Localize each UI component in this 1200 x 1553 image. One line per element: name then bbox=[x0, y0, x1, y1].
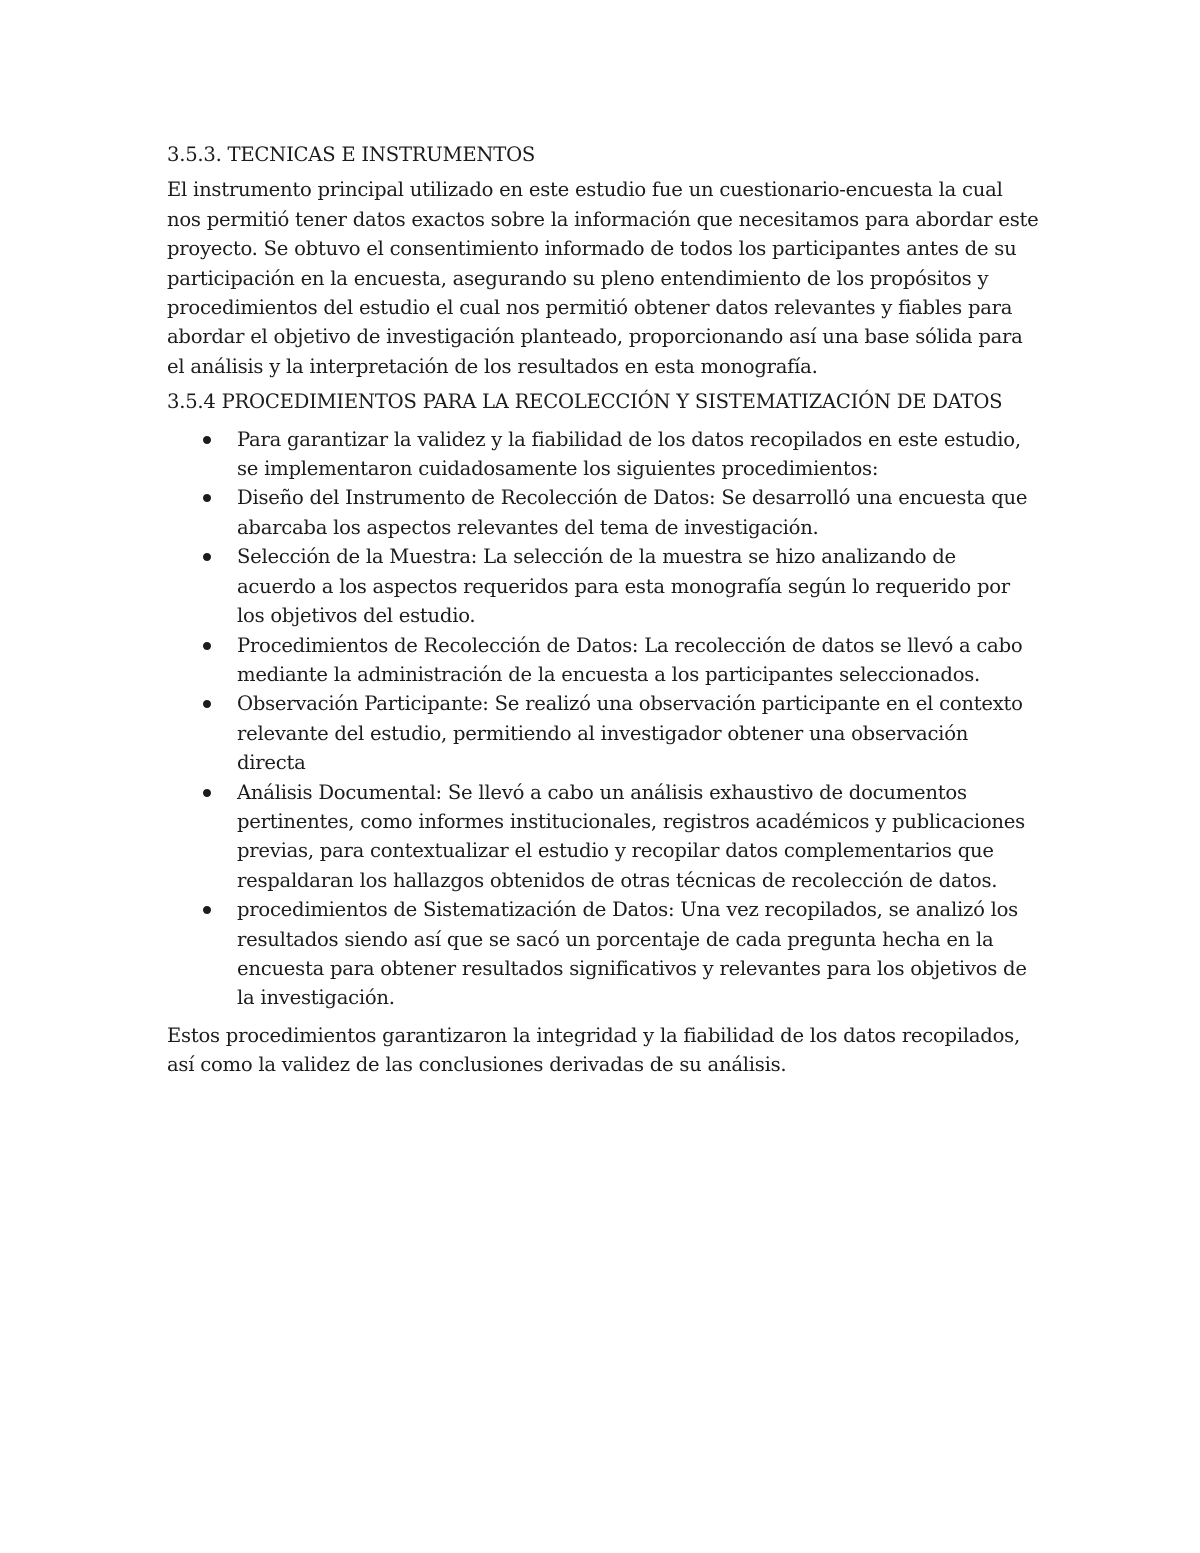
bullet-icon bbox=[203, 789, 211, 797]
bullet-icon bbox=[203, 906, 211, 914]
document-body bbox=[167, 140, 1039, 1086]
section-353-paragraph: El instrumento principal utilizado en este estudio fue un cuestionario-encuesta la cual nos permitió tener datos exactos sobre la información que necesitamos para abordar este proyecto. Se obtuvo el consentimiento informado de todos los participantes antes de su participación en la encuesta, asegurando su pleno entendimiento de los propósitos y procedimientos del estudio el cual nos permitió obtener datos relevantes y fiables para abordar el objetivo de investigación planteado, proporcionando así una base sólida para el análisis y la interpretación de los resultados en esta monografía. bbox=[167, 178, 1039, 378]
list-item-text: procedimientos de Sistematización de Datos: Una vez recopilados, se analizó los resultados siendo así que se sacó un porcentaje de cada pregunta hecha en la encuesta para obtener resultados significativos y relevantes para los objetivos de la investigación. bbox=[237, 898, 1027, 1010]
procedures-list bbox=[167, 425, 1039, 1013]
list-item bbox=[167, 483, 1039, 542]
bullet-icon bbox=[203, 700, 211, 708]
list-item-text: Para garantizar la validez y la fiabilidad de los datos recopilados en este estudio, se implementaron cuidadosamente los siguientes procedimientos: bbox=[237, 427, 1021, 481]
bullet-icon bbox=[203, 553, 211, 561]
list-item-text: Observación Participante: Se realizó una observación participante en el contexto relevante del estudio, permitiendo al investigador obtener una observación directa bbox=[237, 692, 1023, 775]
list-item bbox=[167, 425, 1039, 484]
list-item bbox=[167, 689, 1039, 777]
list-item-text: Selección de la Muestra: La selección de la muestra se hizo analizando de acuerdo a los aspectos requeridos para esta monografía según lo requerido por los objetivos del estudio. bbox=[237, 545, 1010, 628]
section-354-heading: 3.5.4 PROCEDIMIENTOS PARA LA RECOLECCIÓN Y SISTEMATIZACIÓN DE DATOS bbox=[167, 390, 1003, 414]
list-item-text: Diseño del Instrumento de Recolección de Datos: Se desarrolló una encuesta que abarcaba los aspectos relevantes del tema de investigación. bbox=[237, 486, 1028, 539]
bullet-icon bbox=[203, 494, 211, 502]
bullet-icon bbox=[203, 642, 211, 650]
list-item bbox=[167, 778, 1039, 896]
list-item-text: Análisis Documental: Se llevó a cabo un análisis exhaustivo de documentos pertinentes, como informes institucionales, registros académicos y publicaciones previas, para contextualizar el estudio y recopilar datos complementarios que respaldaran los hallazgos obtenidos de otras técnicas de recolección de datos. bbox=[237, 780, 1025, 892]
closing-paragraph: Estos procedimientos garantizaron la integridad y la fiabilidad de los datos recopilados, así como la validez de las conclusiones derivadas de su análisis. bbox=[167, 1023, 1020, 1077]
list-item bbox=[167, 542, 1039, 630]
list-item-text: Procedimientos de Recolección de Datos: La recolección de datos se llevó a cabo mediante la administración de la encuesta a los participantes seleccionados. bbox=[237, 633, 1023, 686]
list-item bbox=[167, 631, 1039, 690]
section-353-heading: 3.5.3. TECNICAS E INSTRUMENTOS bbox=[167, 143, 536, 166]
list-item bbox=[167, 895, 1039, 1013]
bullet-icon bbox=[203, 436, 211, 444]
